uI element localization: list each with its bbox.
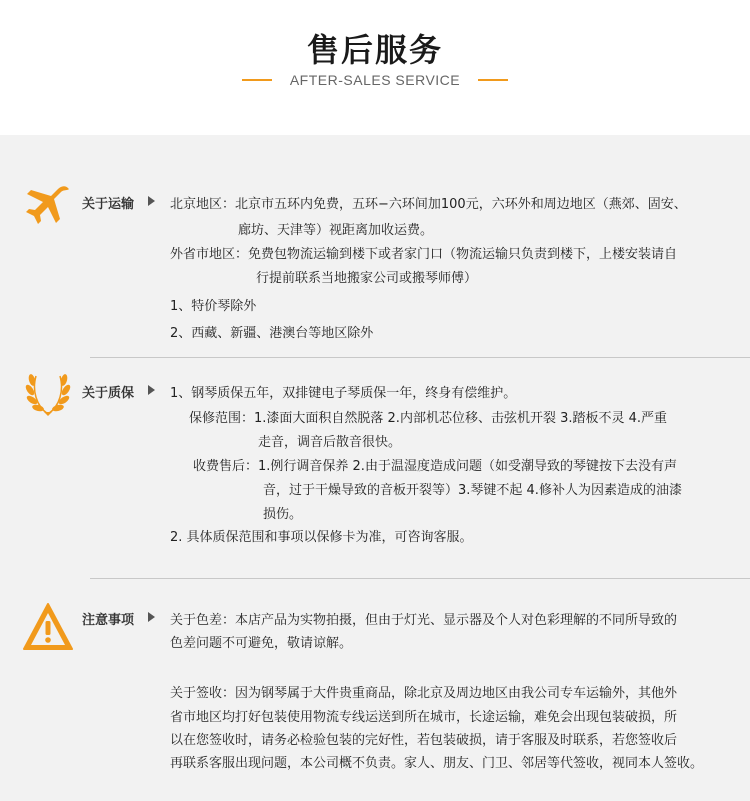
notice-label: 注意事项	[82, 613, 135, 628]
shipping-line: 2、西藏、新疆、港澳台等地区除外	[170, 326, 374, 341]
shipping-arrow-icon	[148, 196, 155, 206]
subtitle-left-rule	[242, 79, 272, 81]
warranty-line: 保修范围：1.漆面大面积自然脱落 2.内部机芯位移、击弦机开裂 3.踏板不灵 4.严重	[189, 411, 668, 426]
notice-line: 色差问题不可避免，敬请谅解。	[170, 636, 353, 651]
shipping-line: 北京地区：北京市五环内免费，五环−六环间加100元，六环外和周边地区（燕郊、固安、	[170, 197, 687, 212]
notice-line: 关于色差：本店产品为实物拍摄，但由于灯光、显示器及个人对色彩理解的不同所导致的	[170, 613, 678, 628]
notice-arrow-icon	[148, 612, 155, 622]
subtitle-right-rule	[478, 79, 508, 81]
shipping-line: 1、特价琴除外	[170, 299, 257, 314]
shipping-line: 外省市地区：免费包物流运输到楼下或者家门口（物流运输只负责到楼下，上楼安装请自	[170, 247, 678, 262]
airplane-icon	[22, 180, 74, 232]
content-panel	[0, 135, 750, 801]
warranty-line: 走音，调音后散音很快。	[258, 435, 402, 450]
page-subtitle: AFTER-SALES SERVICE	[289, 72, 461, 88]
shipping-line: 廊坊、天津等）视距离加收运费。	[238, 223, 434, 238]
section-divider	[90, 357, 750, 358]
warranty-label: 关于质保	[82, 386, 135, 401]
notice-line: 省市地区均打好包装使用物流专线运送到所在城市，长途运输，难免会出现包装破损，所	[170, 710, 678, 725]
shipping-label: 关于运输	[82, 197, 135, 212]
page-title: 售后服务	[306, 31, 443, 69]
warranty-line: 音，过于干燥导致的音板开裂等）3.琴键不起 4.修补人为因素造成的油漆	[263, 483, 682, 498]
notice-line: 关于签收：因为钢琴属于大件贵重商品，除北京及周边地区由我公司专车运输外，其他外	[170, 686, 678, 701]
warranty-line: 2. 具体质保范围和事项以保修卡为准，可咨询客服。	[170, 530, 473, 545]
section-divider	[90, 578, 750, 579]
warranty-line: 1、钢琴质保五年，双排键电子琴质保一年，终身有偿维护。	[170, 386, 517, 401]
warranty-line: 收费售后：1.例行调音保养 2.由于温湿度造成问题（如受潮导致的琴键按下去没有声	[193, 459, 677, 474]
warning-icon	[22, 601, 74, 653]
subtitle-row	[0, 72, 750, 88]
page-header	[0, 0, 750, 135]
warranty-arrow-icon	[148, 385, 155, 395]
notice-line: 再联系客服出现问题，本公司概不负责。家人、朋友、门卫、邻居等代签收，视同本人签收。	[170, 756, 704, 771]
notice-line: 以在您签收时，请务必检验包装的完好性，若包装破损，请于客服及时联系，若您签收后	[170, 733, 678, 748]
laurel-wreath-icon	[22, 368, 74, 420]
warranty-line: 损伤。	[263, 507, 303, 522]
shipping-line: 行提前联系当地搬家公司或搬琴师傅）	[256, 271, 478, 286]
